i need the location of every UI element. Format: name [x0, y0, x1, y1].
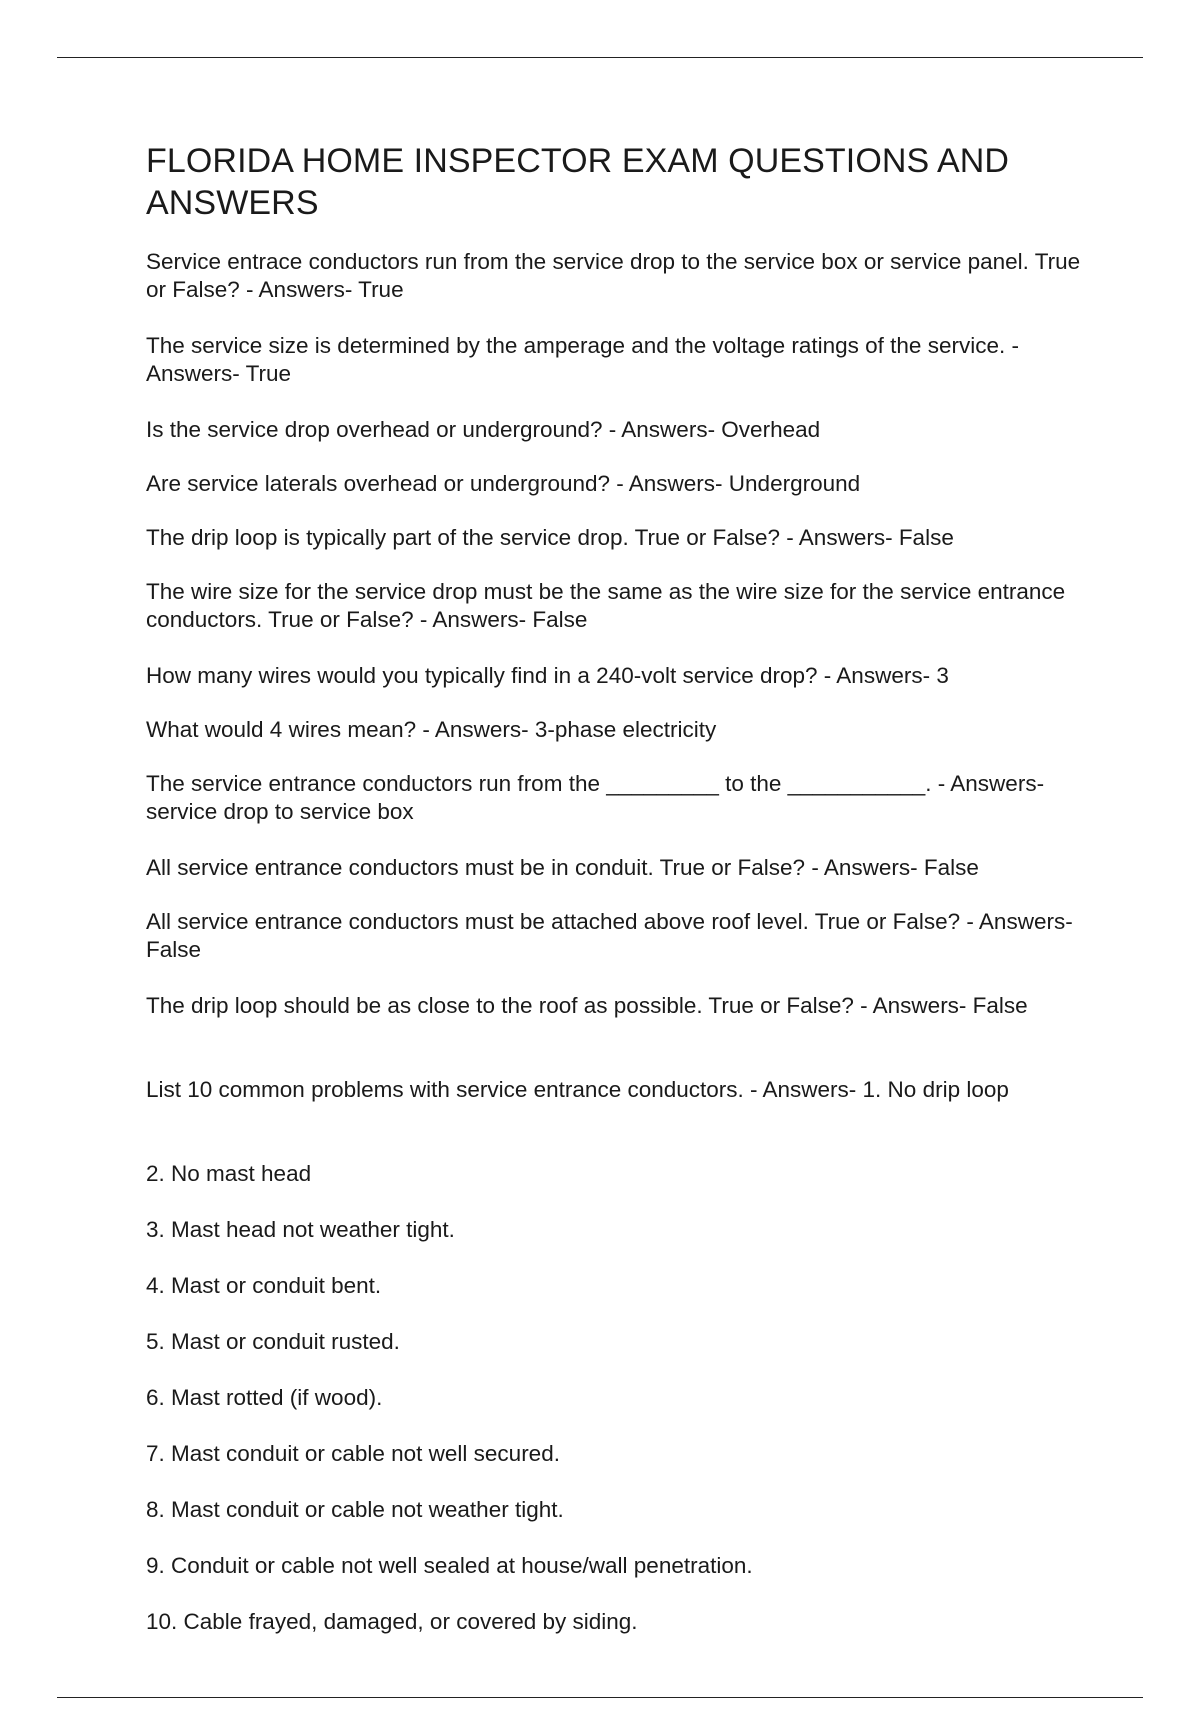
list-item: 5. Mast or conduit rusted.: [146, 1329, 400, 1354]
problem-list: [146, 1132, 1086, 1664]
list-item: 7. Mast conduit or cable not well secured.: [146, 1441, 560, 1466]
document-title: FLORIDA HOME INSPECTOR EXAM QUESTIONS AND ANSWERS: [146, 142, 1010, 222]
qa-item: How many wires would you typically find in a 240-volt service drop? - Answers- 3: [146, 663, 949, 688]
qa-item: All service entrance conductors must be in conduit. True or False? - Answers- False: [146, 855, 979, 880]
qa-item: The drip loop is typically part of the service drop. True or False? - Answers- False: [146, 525, 954, 550]
list-item: 10. Cable frayed, damaged, or covered by siding.: [146, 1609, 638, 1634]
qa-item: Is the service drop overhead or underground? - Answers- Overhead: [146, 417, 821, 442]
bottom-rule: [57, 1697, 1143, 1698]
qa-item: All service entrance conductors must be attached above roof level. True or False? - Answers- False: [146, 909, 1073, 962]
qa-item: Service entrace conductors run from the service drop to the service box or service panel. True or False? - Answers- True: [146, 249, 1081, 302]
qa-item-list-question: [146, 1048, 1086, 1692]
list-item: 9. Conduit or cable not well sealed at house/wall penetration.: [146, 1553, 753, 1578]
qa-list: [146, 248, 1086, 1692]
list-item: 2. No mast head: [146, 1161, 312, 1186]
list-item: 8. Mast conduit or cable not weather tight.: [146, 1497, 564, 1522]
qa-item: The service size is determined by the amperage and the voltage ratings of the service. - Answers- True: [146, 333, 1019, 386]
qa-item: What would 4 wires mean? - Answers- 3-phase electricity: [146, 717, 717, 742]
document-body: [146, 140, 1086, 1720]
qa-item: The wire size for the service drop must be the same as the wire size for the service entrance conductors. True or False? - Answers- False: [146, 579, 1066, 632]
qa-item: The drip loop should be as close to the roof as possible. True or False? - Answers- False: [146, 993, 1028, 1018]
qa-item: Are service laterals overhead or underground? - Answers- Underground: [146, 471, 861, 496]
list-question-lead: List 10 common problems with service entrance conductors. - Answers- 1. No drip loop: [146, 1077, 1009, 1102]
top-rule: [57, 57, 1143, 58]
list-item: 6. Mast rotted (if wood).: [146, 1385, 383, 1410]
qa-item: The service entrance conductors run from the _________ to the ___________. - Answers- service drop to service box: [146, 771, 1045, 824]
list-item: 3. Mast head not weather tight.: [146, 1217, 455, 1242]
list-item: 4. Mast or conduit bent.: [146, 1273, 382, 1298]
